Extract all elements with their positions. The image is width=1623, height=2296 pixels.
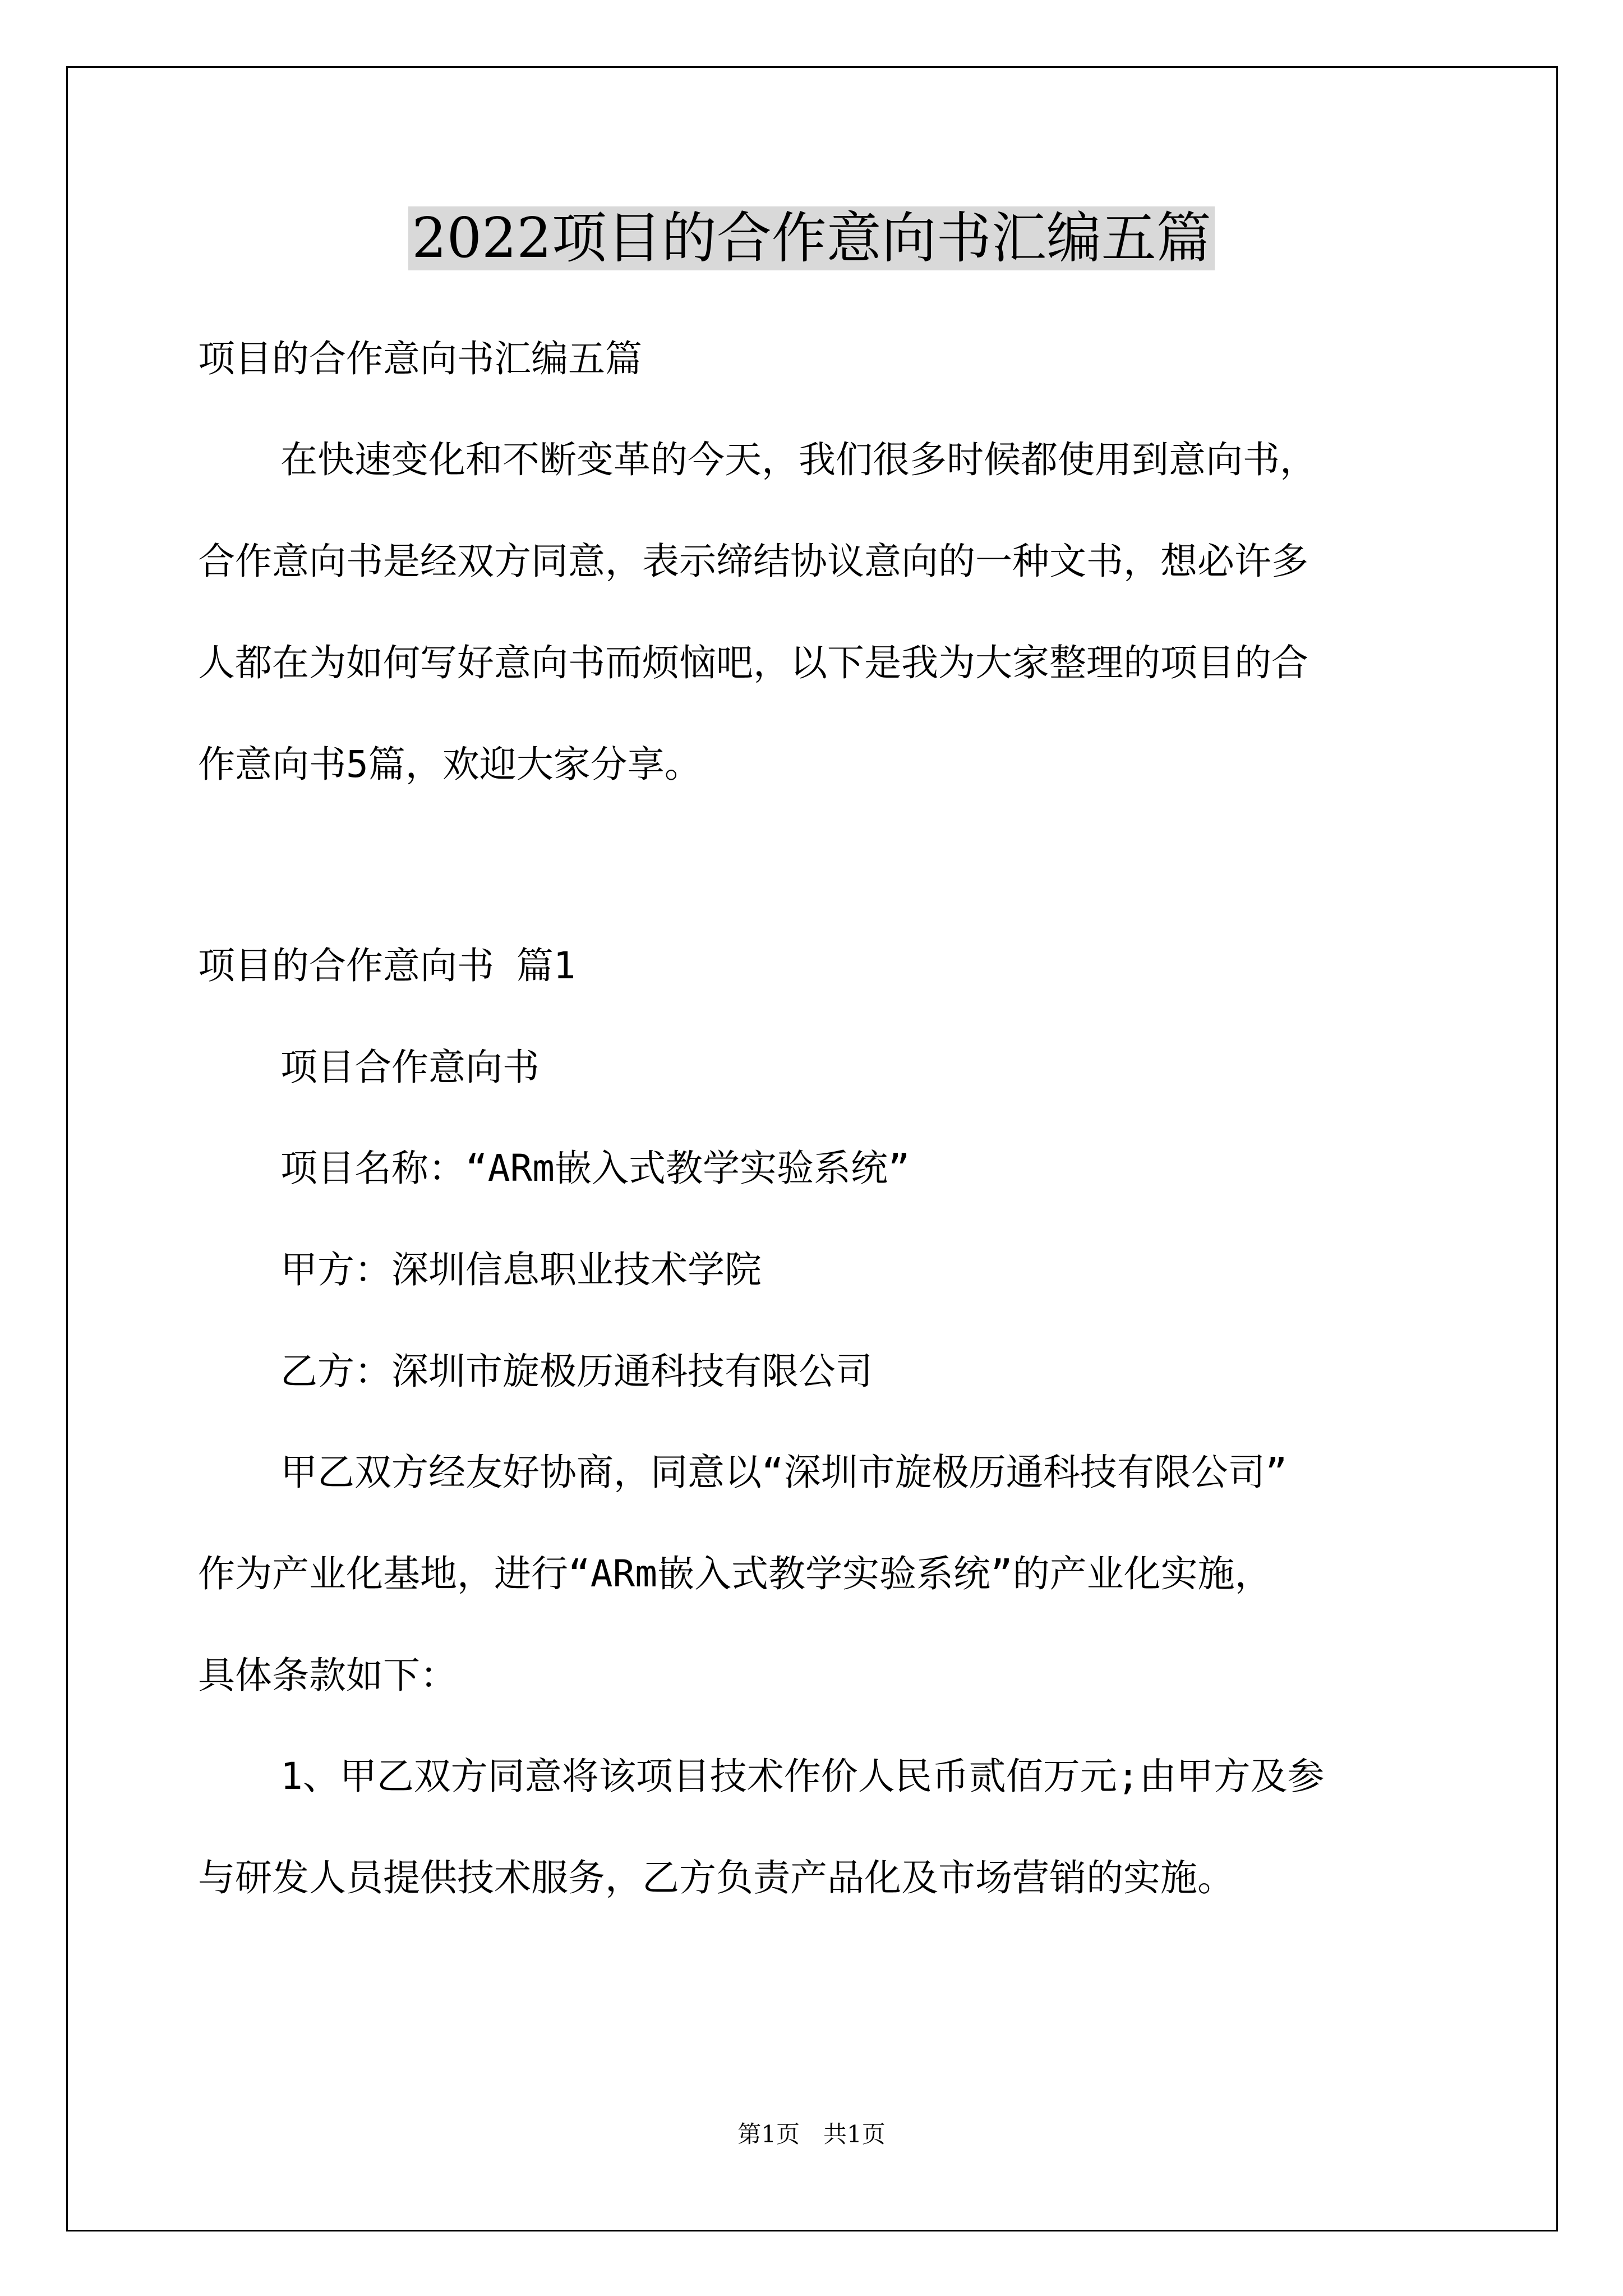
paragraph-line: 作意向书5篇，欢迎大家分享。 — [198, 743, 702, 786]
page-footer: 第1页 共1页 — [737, 2120, 886, 2148]
paragraph-line: 与研发人员提供技术服务，乙方负责产品化及市场营销的实施。 — [198, 1856, 1234, 1899]
paragraph-line: 乙方：深圳市旋极历通科技有限公司 — [280, 1350, 873, 1393]
paragraph-line: 项目名称：“ARm嵌入式教学实验系统” — [280, 1147, 910, 1190]
section-heading: 项目的合作意向书 篇1 — [198, 944, 576, 987]
paragraph-line: 作为产业化基地，进行“ARm嵌入式教学实验系统”的产业化实施， — [198, 1552, 1272, 1595]
subtitle-line: 项目的合作意向书汇编五篇 — [198, 337, 642, 380]
paragraph-line: 合作意向书是经双方同意，表示缔结协议意向的一种文书，想必许多 — [198, 540, 1308, 583]
paragraph-line: 甲方：深圳信息职业技术学院 — [280, 1248, 762, 1291]
paragraph-line: 在快速变化和不断变革的今天，我们很多时候都使用到意向书， — [280, 438, 1317, 481]
paragraph-line: 1、甲乙双方同意将该项目技术作价人民币贰佰万元;由甲方及参 — [280, 1755, 1325, 1798]
paragraph-line: 甲乙双方经友好协商，同意以“深圳市旋极历通科技有限公司” — [280, 1451, 1288, 1494]
paragraph-line: 具体条款如下： — [198, 1654, 457, 1697]
paragraph-line: 项目合作意向书 — [280, 1046, 540, 1089]
document-title-text: 2022项目的合作意向书汇编五篇 — [408, 206, 1214, 270]
paragraph-line: 人都在为如何写好意向书而烦恼吧，以下是我为大家整理的项目的合 — [198, 641, 1308, 684]
document-title — [0, 196, 1623, 280]
